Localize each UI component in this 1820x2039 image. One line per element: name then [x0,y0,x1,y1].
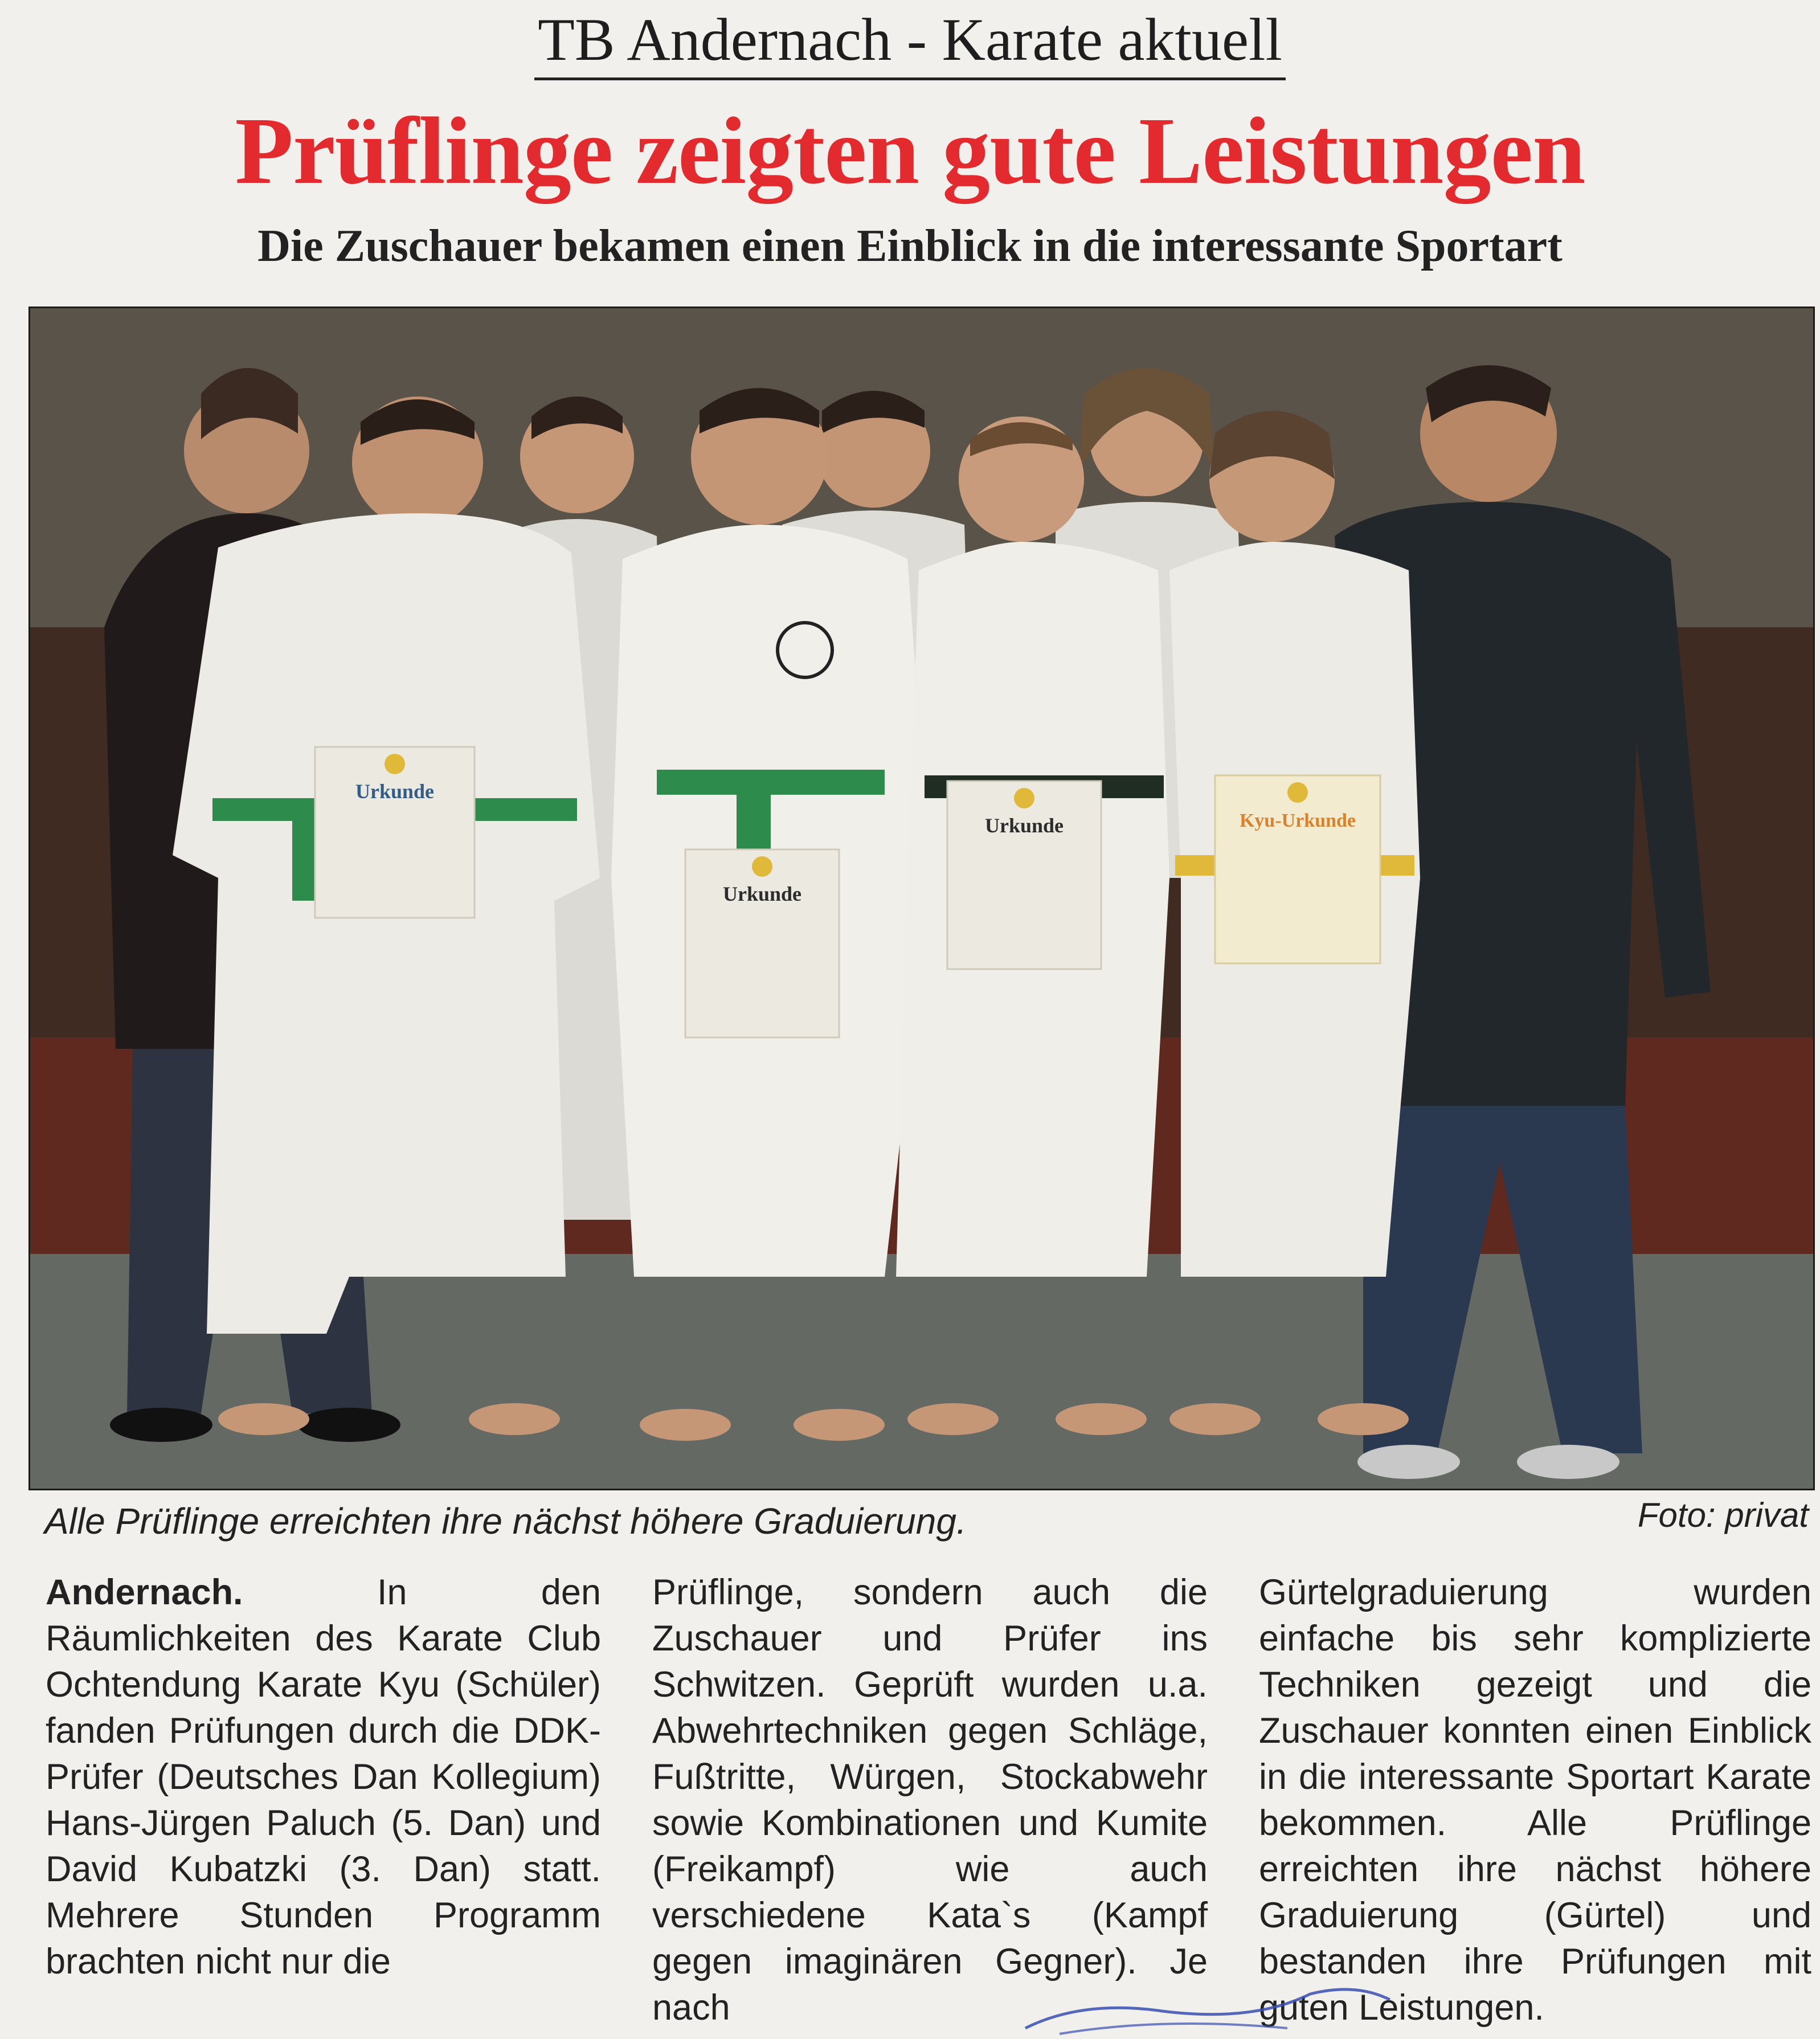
certificate-4 [1215,775,1380,963]
article-subheadline: Die Zuschauer bekamen einen Einblick in die interessante Sportart [257,221,1563,271]
photo-credit: Foto: privat [1637,1496,1809,1534]
kicker-text: TB Andernach - Karate aktuell [534,6,1286,80]
photo-caption: Alle Prüflinge erreichten ihre nächst höhere Graduierung. [44,1501,967,1542]
article-headline: Prüflinge zeigten gute Leistungen [235,98,1585,204]
article-kicker [0,6,1820,80]
certificate-2-label: Urkunde [722,882,802,905]
certificate-1-label: Urkunde [355,780,435,803]
group-photo [28,307,1815,1490]
handwritten-signature [1014,1977,1413,2039]
certificate-2 [685,849,839,1037]
article-dateline: Andernach. [46,1572,243,1612]
certificate-1 [315,747,475,918]
column-1-paragraph [46,1570,601,1985]
column-2-text: Prüflinge, sondern auch die Zuschauer und Prüfer ins Schwitzen. Geprüft wurden u.a. Abwehrtechniken gegen Schläge, Fußtritte, Würgen, Stockabwehr sowie Kombinationen und Kumite (Freikampf) wie auch verschiedene Kata`s (Kampf gegen imaginären Gegner). Je nach [652,1572,1208,2028]
article-column-3 [1259,1570,1811,2031]
certificate-3-label: Urkunde [984,814,1064,837]
article-column-1 [46,1570,601,1985]
certificate-3 [947,781,1101,969]
certificate-4-label: Kyu-Urkunde [1239,810,1356,831]
column-1-text: In den Räumlichkeiten des Karate Club Ochtendung Karate Kyu (Schüler) fanden Prüfungen durch die DDK-Prüfer (Deutsches Dan Kollegium) Hans-Jürgen Paluch (5. Dan) und David Kubatzki (3. Dan) statt. Mehrere Stunden Programm brachten nicht nur die [46,1572,601,1981]
article-column-2 [652,1570,1208,2031]
column-3-text: Gürtelgraduierung wurden einfache bis sehr komplizierte Techniken gezeigt und die Zuschauer konnten einen Einblick in die interessante Sportart Karate bekommen. Alle Prüflinge erreichten ihre nächst höhere Graduierung (Gürtel) und bestanden ihre Prüfungen mit guten Leistungen. [1259,1572,1811,2028]
